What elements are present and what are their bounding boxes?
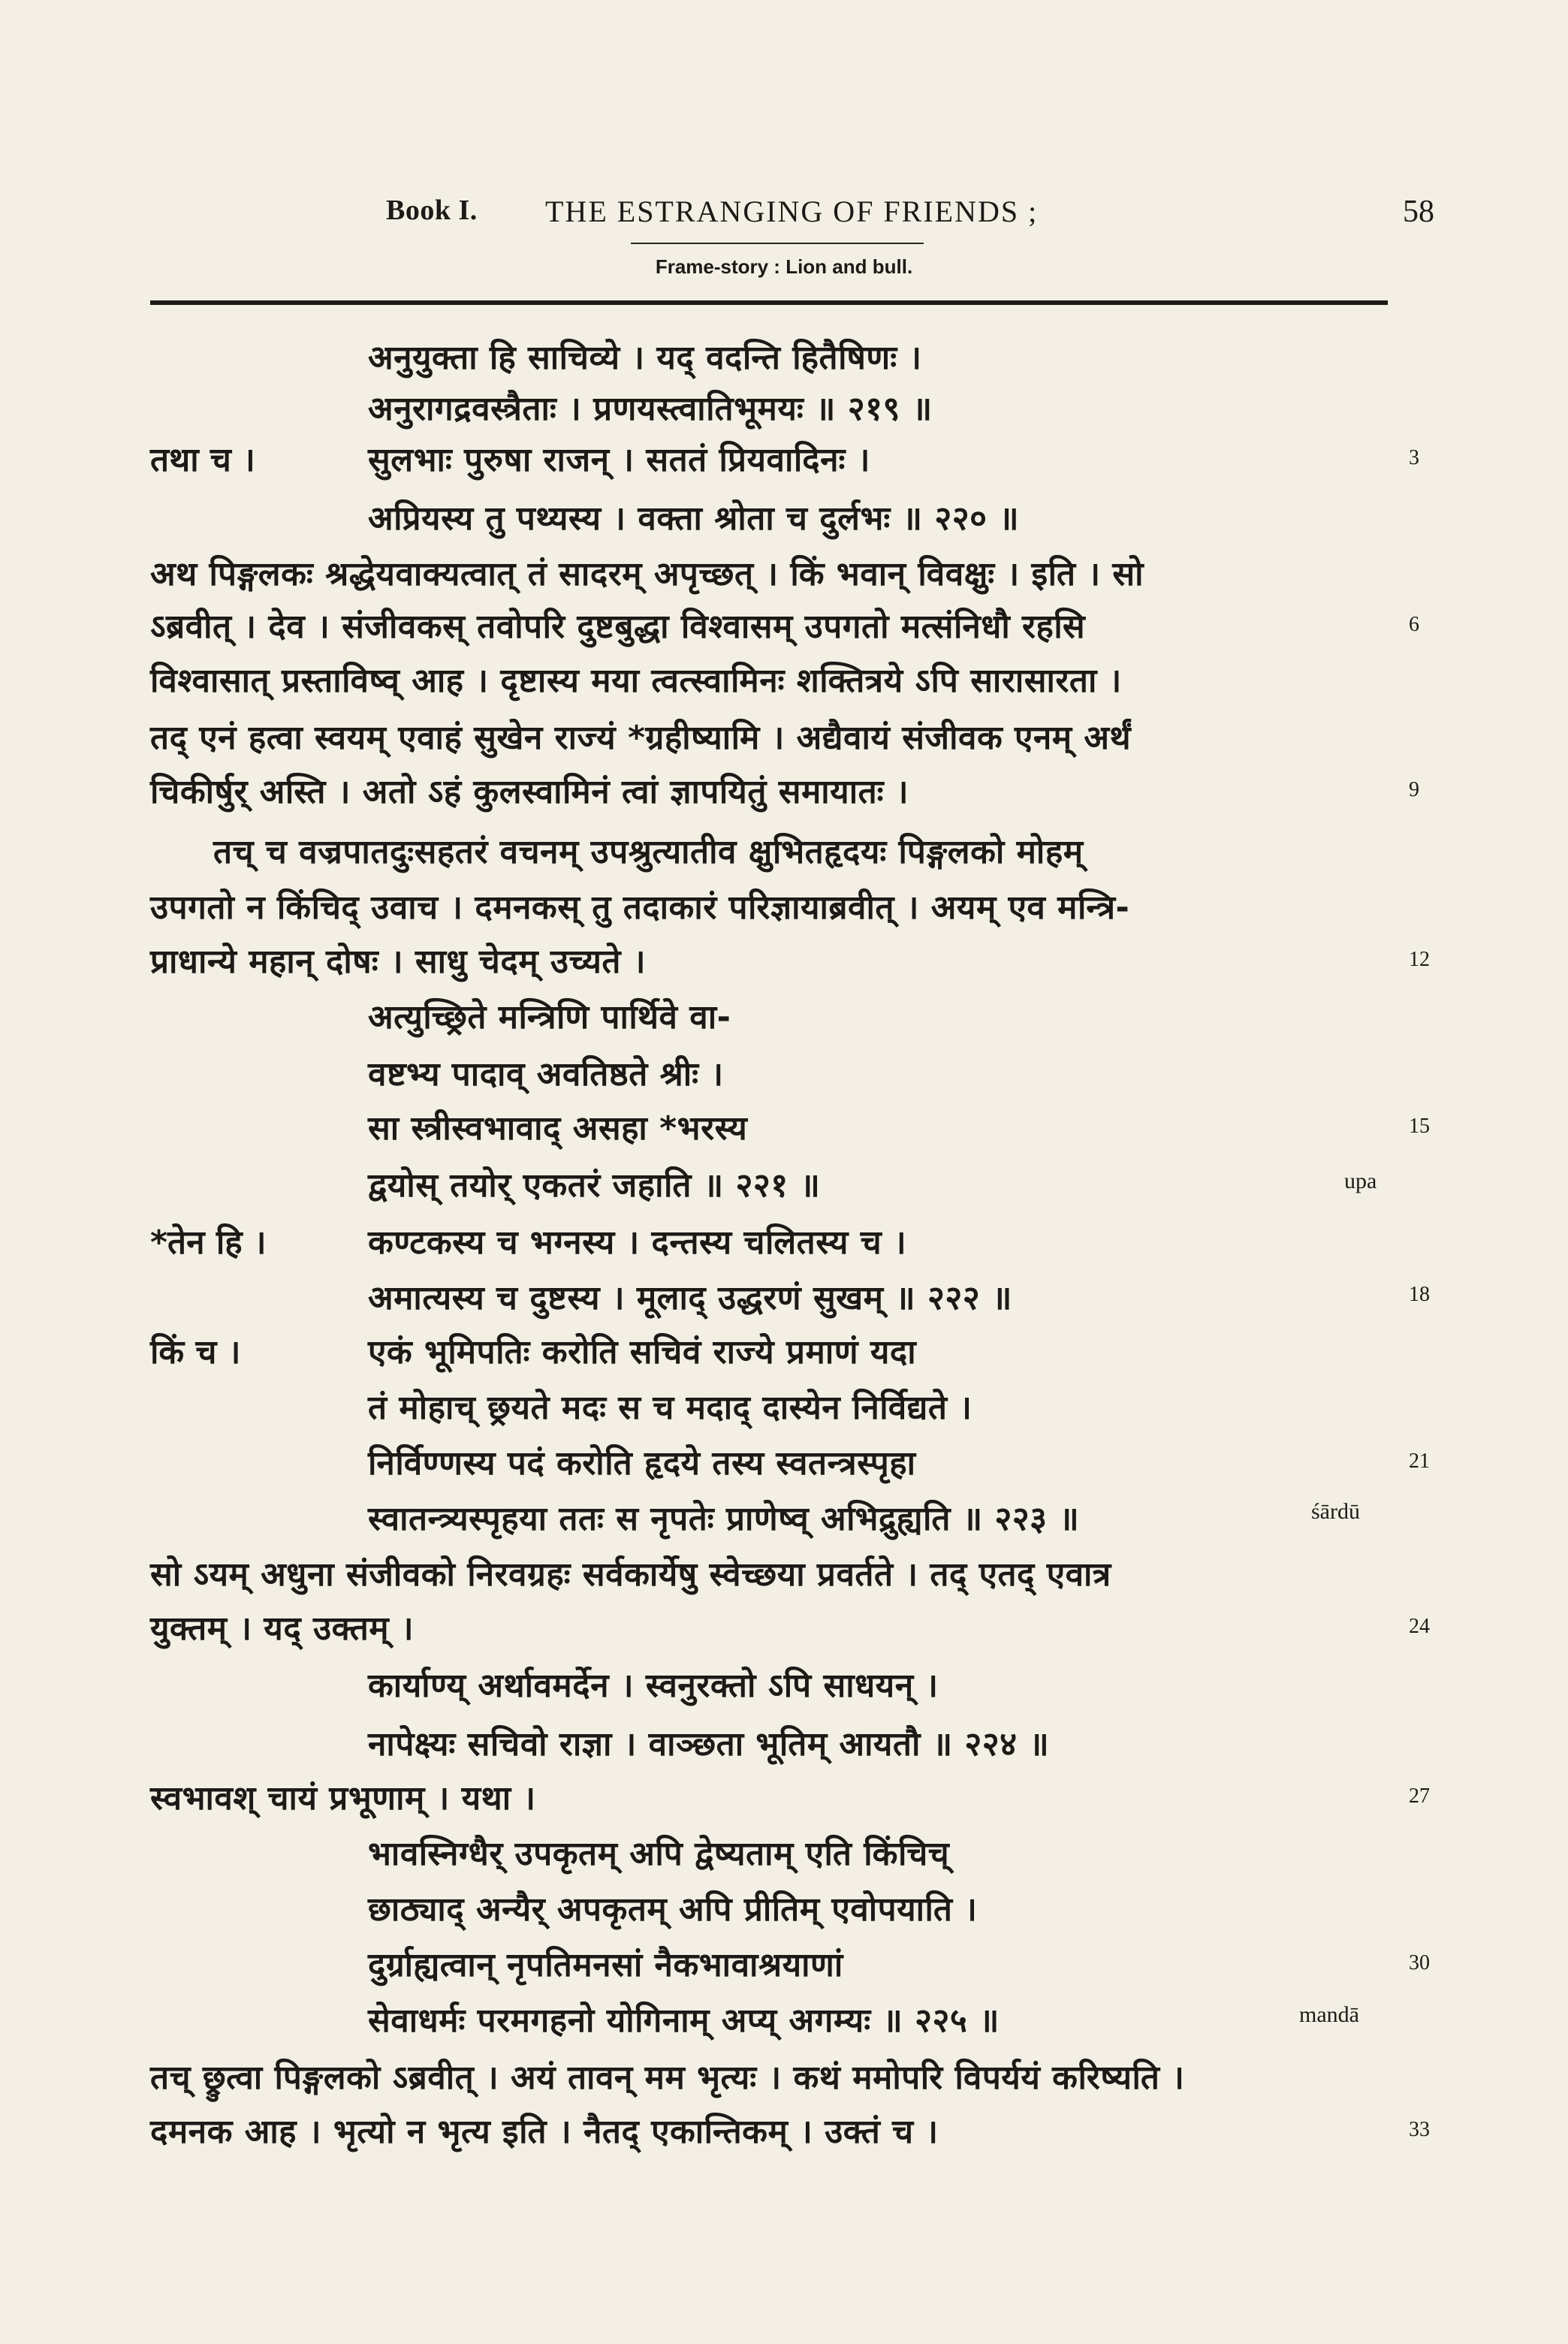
line-number: 18	[1409, 1283, 1430, 1306]
text-line: सुलभाः पुरुषा राजन् । सततं प्रियवादिनः ।	[368, 441, 870, 479]
text-line: युक्तम् । यद् उक्तम् ।	[150, 1609, 415, 1648]
header-divider	[150, 300, 1388, 305]
text-line: एकं भूमिपतिः करोति सचिवं राज्ये प्रमाणं यदा	[368, 1333, 917, 1371]
text-line: ऽब्रवीत् । देव । संजीवकस् तवोपरि दुष्टबुद्धा विश्वासम् उपगतो मत्संनिधौ रहसि	[150, 608, 1086, 646]
text-line: अथ पिङ्गलकः श्रद्धेयवाक्यत्वात् तं सादरम् अपृच्छत् । किं भवान् विवक्षुः । इति । सो	[150, 555, 1144, 593]
text-line: अमात्यस्य च दुष्टस्य । मूलाद् उद्धरणं सुखम् ॥ २२२ ॥	[368, 1279, 1012, 1317]
text-line: कण्टकस्य च भग्नस्य । दन्तस्य चलितस्य च ।	[368, 1223, 907, 1262]
text-line: सा स्त्रीस्वभावाद् असहा *भरस्य	[368, 1109, 748, 1148]
text-line: अनुरागद्रवस्त्रैताः । प्रणयस्त्वातिभूमयः ॥ २१९ ॥	[368, 390, 933, 428]
line-number: 9	[1409, 778, 1419, 801]
text-line: कार्याण्य् अर्थावमर्देन । स्वनुरक्तो ऽपि साधयन् ।	[368, 1667, 939, 1705]
meter-label: mandā	[1299, 2002, 1359, 2027]
text-line: स्वभावश् चायं प्रभूणाम् । यथा ।	[150, 1779, 536, 1818]
text-line: तद् एनं हत्वा स्वयम् एवाहं सुखेन राज्यं *ग्रहीष्यामि । अद्यैवायं संजीवक एनम् अर्थं	[150, 719, 1132, 757]
text-line: चिकीर्षुर् अस्ति । अतो ऽहं कुलस्वामिनं त्वां ज्ञापयितुं समायातः ।	[150, 773, 909, 811]
line-number: 27	[1409, 1784, 1430, 1808]
text-line: छाठ्याद् अन्यैर् अपकृतम् अपि प्रीतिम् एवोपयाति ।	[368, 1890, 978, 1929]
text-line: सेवाधर्मः परमगहनो योगिनाम् अप्य् अगम्यः ॥ २२५ ॥	[368, 2002, 1000, 2040]
text-line: अनुयुक्ता हि साचिव्ये । यद् वदन्ति हितैषिणः ।	[368, 339, 922, 377]
text-line: उपगतो न किंचिद् उवाच । दमनकस् तु तदाकारं परिज्ञायाब्रवीत् । अयम् एव मन्त्रि-	[150, 888, 1130, 927]
book-label: Book I.	[386, 195, 478, 226]
meter-label: upa	[1344, 1169, 1377, 1193]
line-number: 30	[1409, 1951, 1430, 1974]
text-line: तं मोहाच् छ्रयते मदः स च मदाद् दास्येन निर्विद्यते ।	[368, 1389, 972, 1427]
text-line: भावस्निग्धैर् उपकृतम् अपि द्वेष्यताम् एति किंचिच्	[368, 1835, 950, 1873]
line-number: 6	[1409, 613, 1419, 636]
chapter-title: THE ESTRANGING OF FRIENDS ;	[545, 195, 1039, 228]
text-line: अप्रियस्य तु पथ्यस्य । वक्ता श्रोता च दुर्लभः ॥ २२० ॥	[368, 499, 1020, 538]
line-number: 33	[1409, 2118, 1430, 2141]
line-number: 12	[1409, 948, 1430, 971]
text-line: निर्विण्णस्य पदं करोति हृदये तस्य स्वतन्त्रस्पृहा	[368, 1444, 916, 1483]
text-line: दमनक आह । भृत्यो न भृत्य इति । नैतद् एकान्तिकम् । उक्तं च ।	[150, 2113, 939, 2151]
text-line: विश्वासात् प्रस्ताविष्व् आह । दृष्टास्य मया त्वत्स्वामिनः शक्तित्रये ऽपि सारासारता ।	[150, 662, 1122, 700]
line-number: 21	[1409, 1450, 1430, 1473]
text-line: अत्युच्छ्रिते मन्त्रिणि पार्थिवे वा-	[368, 998, 731, 1036]
line-number: 3	[1409, 446, 1419, 469]
text-line: दुर्ग्राह्यत्वान् नृपतिमनसां नैकभावाश्रयाणां	[368, 1946, 843, 1984]
header-rule	[631, 243, 924, 244]
text-line: नापेक्ष्यः सचिवो राज्ञा । वाञ्छता भूतिम् आयतौ ॥ २२४ ॥	[368, 1725, 1050, 1763]
text-line: तच् छ्रुत्वा पिङ्गलको ऽब्रवीत् । अयं तावन् मम भृत्यः । कथं ममोपरि विपर्ययं करिष्यति ।	[150, 2059, 1185, 2097]
line-number: 15	[1409, 1115, 1430, 1138]
margin-label: *तेन हि ।	[150, 1223, 267, 1262]
running-header	[0, 194, 1568, 239]
meter-label: śārdū	[1311, 1499, 1360, 1524]
margin-label: तथा च ।	[150, 441, 255, 479]
margin-label: किं च ।	[150, 1333, 241, 1371]
text-line: प्राधान्ये महान् दोषः । साधु चेदम् उच्यते ।	[150, 943, 646, 981]
text-line: द्वयोस् तयोर् एकतरं जहाति ॥ २२१ ॥	[368, 1166, 821, 1205]
text-line: तच् च वज्रपातदुःसहतरं वचनम् उपश्रुत्यातीव क्षुभितहृदयः पिङ्गलको मोहम्	[213, 833, 1084, 871]
line-number: 24	[1409, 1615, 1430, 1638]
text-line: सो ऽयम् अधुना संजीवको निरवग्रहः सर्वकार्येषु स्वेच्छया प्रवर्तते । तद् एतद् एवात्र	[150, 1555, 1111, 1594]
text-line: स्वातन्त्र्यस्पृहया ततः स नृपतेः प्राणेष्व् अभिद्रुह्यति ॥ २२३ ॥	[368, 1500, 1080, 1538]
page-number: 58	[1403, 195, 1434, 229]
section-subtitle: Frame-story : Lion and bull.	[655, 255, 913, 278]
text-line: वष्टभ्य पादाव् अवतिष्ठते श्रीः ।	[368, 1055, 724, 1094]
